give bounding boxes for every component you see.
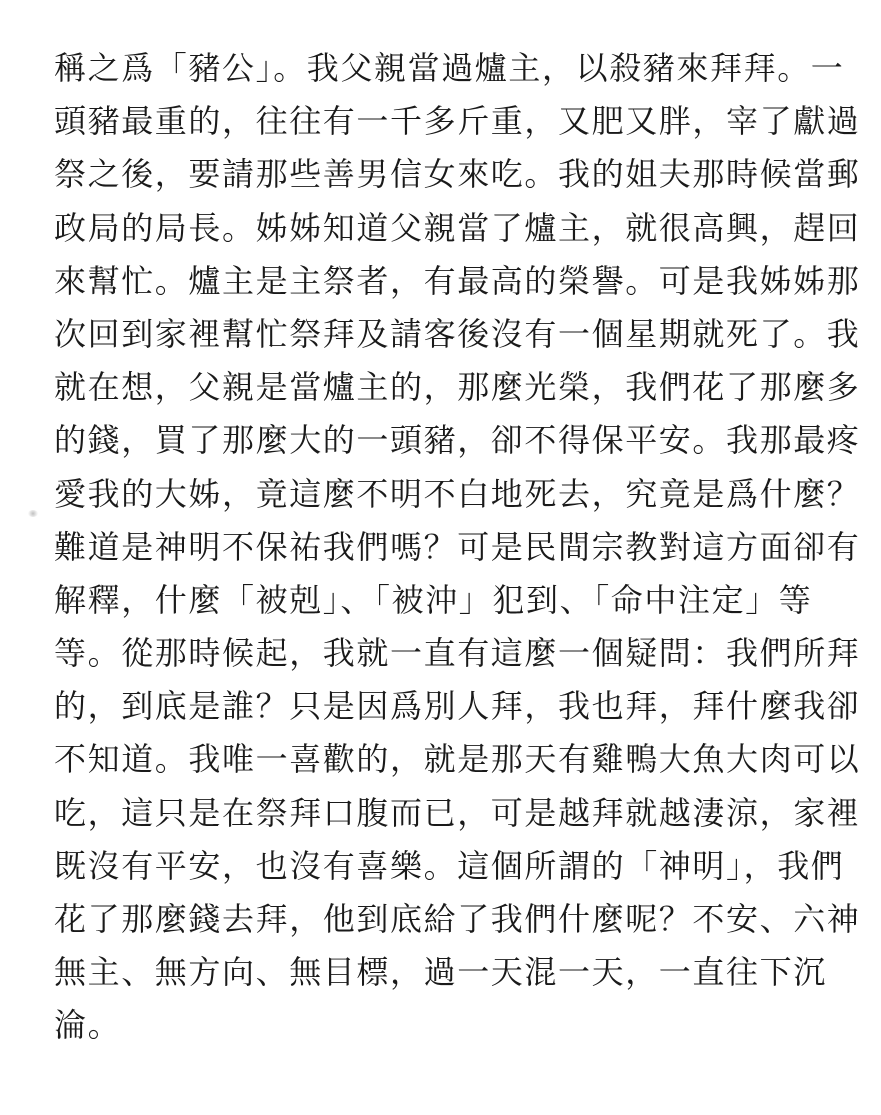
- text-line: 的，到底是誰？只是因爲別人拜，我也拜，拜什麼我卻: [54, 687, 861, 726]
- text-line: 淪。: [54, 1006, 122, 1045]
- text-line: 難道是神明不保祐我們嗎？可是民間宗教對這方面卻有: [54, 527, 861, 566]
- scan-speck: [28, 510, 38, 517]
- text-line: 政局的局長。姊姊知道父親當了爐主，就很高興，趕回: [54, 208, 861, 247]
- text-line: 稱之爲「豬公」。我父親當過爐主，以殺豬來拜拜。一: [54, 49, 845, 87]
- text-line: 既沒有平安，也沒有喜樂。這個所謂的「神明」，我們: [54, 846, 845, 885]
- text-line: 不知道。我唯一喜歡的，就是那天有雞鴨大魚大肉可以: [54, 740, 861, 779]
- text-line: 無主、無方向、無目標，過一天混一天，一直往下沉: [54, 953, 827, 992]
- text-line: 愛我的大姊，竟這麼不明不白地死去，究竟是爲什麼？: [54, 474, 861, 513]
- text-line: 次回到家裡幫忙祭拜及請客後沒有一個星期就死了。我: [54, 314, 861, 353]
- text-line: 花了那麼錢去拜，他到底給了我們什麼呢？不安、六神: [54, 900, 861, 938]
- text-line: 祭之後，要請那些善男信女來吃。我的姐夫那時候當郵: [54, 155, 861, 194]
- body-paragraph: [54, 42, 860, 1053]
- text-line: 解釋，什麼「被剋」、「被沖」犯到、「命中注定」等: [54, 580, 813, 619]
- text-line: 等。從那時候起，我就一直有這麼一個疑問：我們所拜: [54, 634, 861, 673]
- text-line: 的錢，買了那麼大的一頭豬，卻不得保平安。我那最疼: [54, 421, 861, 460]
- text-line: 就在想，父親是當爐主的，那麼光榮，我們花了那麼多: [54, 368, 861, 407]
- text-line: 來幫忙。爐主是主祭者，有最高的榮譽。可是我姊姊那: [54, 261, 861, 300]
- text-line: 頭豬最重的，往往有一千多斤重，又肥又胖，宰了獻過: [54, 102, 861, 141]
- text-line: 吃，這只是在祭拜口腹而已，可是越拜就越淒涼，家裡: [54, 793, 861, 832]
